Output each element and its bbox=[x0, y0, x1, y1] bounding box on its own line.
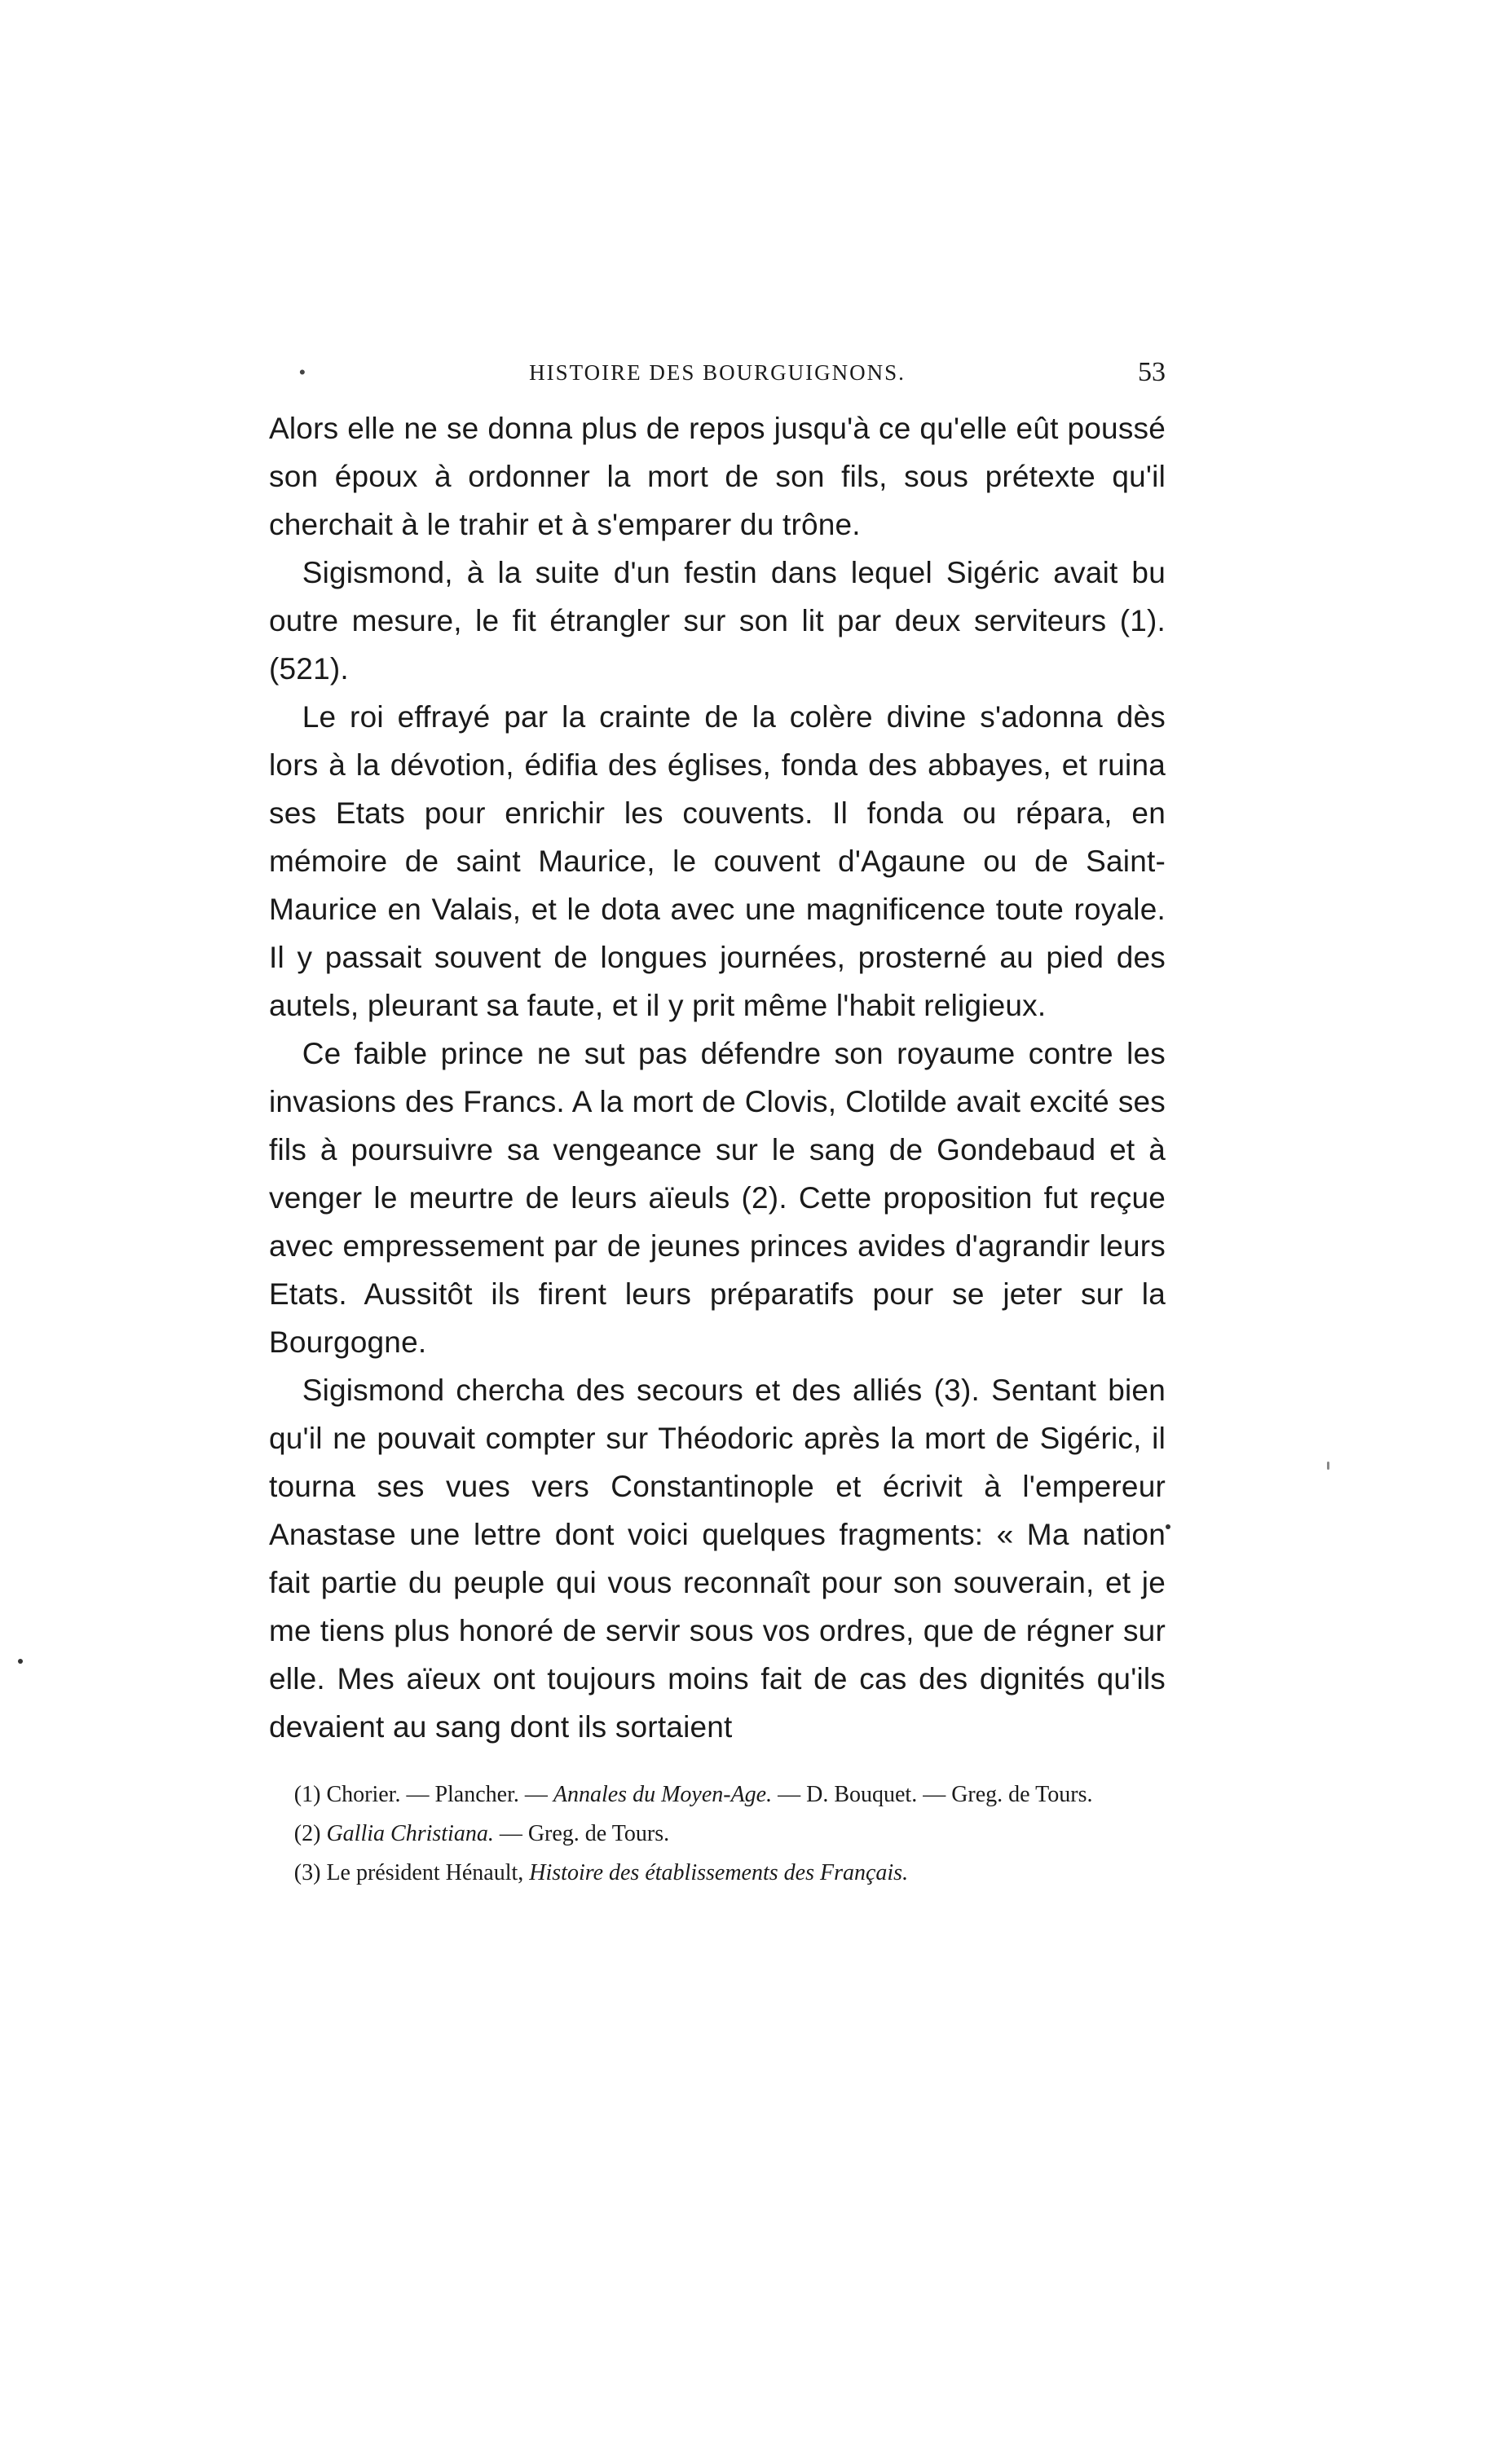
footnote-text: Chorier. — Plancher. — bbox=[326, 1782, 553, 1807]
header-dot: • bbox=[299, 362, 306, 382]
paragraph-2: Sigismond, à la suite d'un festin dans lequel Sigéric avait bu outre mesure, le fit étrangler sur son lit par deux serviteurs (1). (521). bbox=[269, 556, 1166, 686]
footnote-work-title: Histoire des établissements des Français. bbox=[529, 1860, 909, 1885]
footnote-marker: (3) bbox=[293, 1860, 321, 1885]
header-title: HISTOIRE DES BOURGUIGNONS. bbox=[529, 360, 906, 385]
footnote-marker: (2) bbox=[293, 1821, 321, 1846]
footnote-work-title: Annales du Moyen-Age. bbox=[553, 1782, 773, 1807]
footnotes bbox=[269, 1775, 1166, 1893]
footnote-1 bbox=[269, 1775, 1166, 1815]
main-text bbox=[269, 404, 1166, 1751]
paragraph-5: Sigismond chercha des secours et des alliés (3). Sentant bien qu'il ne pouvait compter sur Théodoric après la mort de Sigéric, il tourna ses vues vers Constantinople et écrivit à l'empereur Anastase une lettre dont voici quelques fragments: « Ma nation fait partie du peuple qui vous reconnaît pour son souverain, et je me tiens plus honoré de servir sous vos ordres, que de régner sur elle. Mes aïeux ont toujours moins fait de cas des dignités qu'ils devaient au sang dont ils sortaient bbox=[269, 1374, 1166, 1744]
paragraph-1: Alors elle ne se donna plus de repos jusqu'à ce qu'elle eût poussé son époux à ordonner la mort de son fils, sous prétexte qu'il cherchait à le trahir et à s'emparer du trône. bbox=[269, 412, 1166, 541]
footnote-text: — Greg. de Tours. bbox=[493, 1821, 670, 1846]
page-number: 53 bbox=[1138, 357, 1166, 387]
footnote-marker: (1) bbox=[293, 1782, 321, 1807]
footnote-work-title: Gallia Christiana. bbox=[326, 1821, 494, 1846]
footnote-3 bbox=[269, 1854, 1166, 1893]
paragraph-3: Le roi effrayé par la crainte de la colère divine s'adonna dès lors à la dévotion, édifia des églises, fonda des abbayes, et ruina ses Etats pour enrichir les couvents. Il fonda ou répara, en mémoire de saint Maurice, le couvent d'Agaune ou de Saint-Maurice en Valais, et le dota avec une magnificence toute royale. Il y passait souvent de longues journées, prosterné au pied des autels, pleurant sa faute, et il y prit même l'habit religieux. bbox=[269, 700, 1166, 1022]
footnote-text: Le président Hénault, bbox=[326, 1860, 530, 1885]
ink-speck bbox=[1166, 1524, 1170, 1529]
running-header bbox=[269, 357, 1166, 390]
footnote-text: — D. Bouquet. — Greg. de Tours. bbox=[772, 1782, 1093, 1807]
paragraph-4: Ce faible prince ne sut pas défendre son royaume contre les invasions des Francs. A la mort de Clovis, Clotilde avait excité ses fils à poursuivre sa vengeance sur le sang de Gondebaud et à venger le meurtre de leurs aïeuls (2). Cette proposition fut reçue avec empressement par de jeunes princes avides d'agrandir leurs Etats. Aussitôt ils firent leurs préparatifs pour se jeter sur la Bourgogne. bbox=[269, 1037, 1166, 1359]
footnote-2 bbox=[269, 1815, 1166, 1854]
ink-speck bbox=[1327, 1462, 1329, 1470]
ink-speck bbox=[18, 1659, 23, 1664]
